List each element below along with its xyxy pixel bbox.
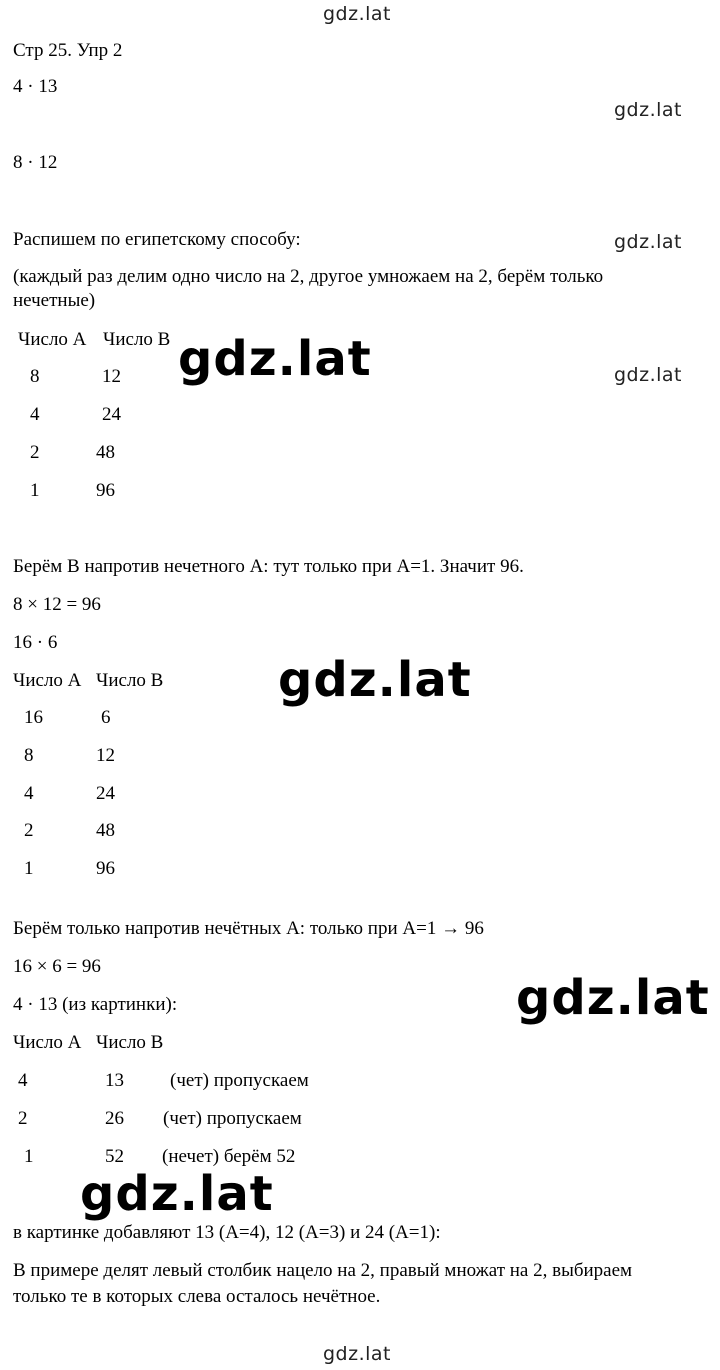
conclusion-line1: В примере делят левый столбик нацело на 2, правый множат на 2, выбираем [13, 1260, 633, 1281]
table-3-row-3-a: 1 [24, 1146, 34, 1167]
table-3-row-2-b: 26 [105, 1108, 124, 1129]
table-2-row-4-b: 48 [96, 820, 115, 841]
expression-2: 8 · 12 [13, 152, 58, 173]
table-1-header-b: Число В [103, 329, 171, 350]
table-3-row-2-note: (чет) пропускаем [163, 1108, 302, 1129]
table-2-row-5-b: 96 [96, 858, 115, 879]
table-2-header-b: Число В [96, 670, 164, 691]
table-2-row-1-a: 16 [24, 707, 43, 728]
table-1-row-3-b: 48 [96, 442, 115, 463]
table-3-row-2-a: 2 [18, 1108, 28, 1129]
table-3-row-1-a: 4 [18, 1070, 28, 1091]
watermark-small-2: gdz.lat [614, 231, 683, 253]
picture-note: в картинке добавляют 13 (А=4), 12 (А=3) и 24 (А=1): [13, 1222, 441, 1243]
expression-1: 4 · 13 [13, 76, 58, 97]
watermark-top: gdz.lat [323, 3, 392, 25]
expression-4: 4 · 13 (из картинки): [13, 994, 178, 1015]
table-2-header-a: Число А [13, 670, 82, 691]
table-3-header-a: Число А [13, 1032, 82, 1053]
table-1-row-2-b: 24 [102, 404, 121, 425]
table-3-row-1-b: 13 [105, 1070, 124, 1091]
method-title: Распишем по египетскому способу: [13, 229, 301, 250]
table-1-row-1-a: 8 [30, 366, 40, 387]
table-2-row-2-a: 8 [24, 745, 34, 766]
watermark-large-1: gdz.lat [178, 331, 372, 387]
table-1-row-4-a: 1 [30, 480, 40, 501]
table-2-row-4-a: 2 [24, 820, 34, 841]
table-2-row-3-a: 4 [24, 783, 34, 804]
table-3-row-1-note: (чет) пропускаем [170, 1070, 309, 1091]
table-3-row-3-note: (нечет) берём 52 [162, 1146, 296, 1167]
watermark-small-3: gdz.lat [614, 364, 683, 386]
table-3-row-3-b: 52 [105, 1146, 124, 1167]
watermark-large-3: gdz.lat [516, 970, 710, 1026]
table-1-row-2-a: 4 [30, 404, 40, 425]
method-desc-line1: (каждый раз делим одно число на 2, другое умножаем на 2, берём только [13, 266, 604, 287]
table-2-row-1-b: 6 [101, 707, 111, 728]
result-2-note: Берём только напротив нечётных А: только при А=1 → 96 [13, 918, 484, 939]
page-header: Стр 25. Упр 2 [13, 40, 123, 61]
table-1-header-a: Число А [18, 329, 87, 350]
expression-3: 16 · 6 [13, 632, 58, 653]
watermark-large-4: gdz.lat [80, 1166, 274, 1222]
conclusion-line2: только те в которых слева осталось нечётное. [13, 1286, 381, 1307]
table-2-row-3-b: 24 [96, 783, 115, 804]
table-1-row-1-b: 12 [102, 366, 121, 387]
table-1-row-4-b: 96 [96, 480, 115, 501]
table-3-header-b: Число В [96, 1032, 164, 1053]
watermark-bottom: gdz.lat [323, 1343, 392, 1365]
result-1-answer: 8 × 12 = 96 [13, 594, 101, 615]
result-1-note: Берём В напротив нечетного А: тут только при А=1. Значит 96. [13, 556, 524, 577]
table-2-row-2-b: 12 [96, 745, 115, 766]
method-desc-line2: нечетные) [13, 290, 96, 311]
table-2-row-5-a: 1 [24, 858, 34, 879]
watermark-large-2: gdz.lat [278, 652, 472, 708]
watermark-small-1: gdz.lat [614, 99, 683, 121]
result-2-answer: 16 × 6 = 96 [13, 956, 101, 977]
table-1-row-3-a: 2 [30, 442, 40, 463]
